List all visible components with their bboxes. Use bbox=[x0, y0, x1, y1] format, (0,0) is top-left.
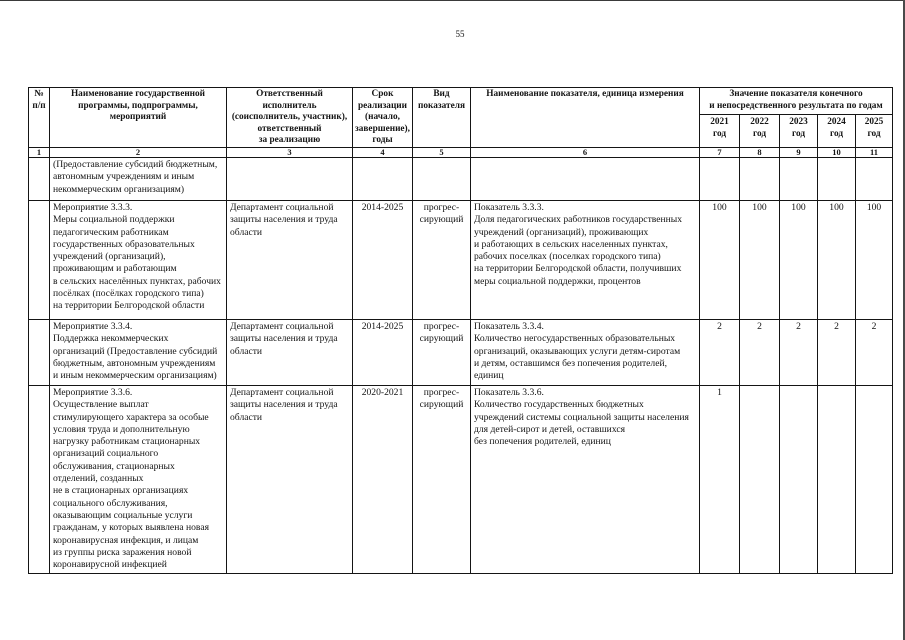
number-cell bbox=[29, 158, 50, 201]
header-number: № п/п bbox=[29, 88, 50, 148]
header-program: Наименование государственной программы, подпрограммы, мероприятий bbox=[50, 88, 227, 148]
value-2025-cell bbox=[856, 386, 893, 574]
value-2022-cell bbox=[740, 158, 780, 201]
program-cell: Мероприятие 3.3.4. Поддержка некоммерческих организаций (Предоставление субсидий бюджетным, автономным учреждениям и иным некоммерческим организациям) bbox=[50, 320, 227, 386]
scan-edge-top bbox=[0, 0, 905, 1]
indicator-type-cell bbox=[413, 158, 471, 201]
value-2024-cell bbox=[818, 386, 856, 574]
indicator-type-cell: прогрес- сирующий bbox=[413, 201, 471, 320]
period-cell: 2020-2021 bbox=[353, 386, 413, 574]
program-cell: Мероприятие 3.3.3. Меры социальной поддержки педагогическим работникам государственных образовательных учреждений (организаций), проживающим и работающим в сельских населённых пунктах, рабочих посёлках (посёлках городского типа) на территории Белгородской области bbox=[50, 201, 227, 320]
period-cell bbox=[353, 158, 413, 201]
program-cell: (Предоставление субсидий бюджетным, автономным учреждениям и иным некоммерческим организациям) bbox=[50, 158, 227, 201]
header-year-2022: 2022 год bbox=[740, 115, 780, 148]
column-number: 9 bbox=[780, 148, 818, 158]
value-2024-cell: 2 bbox=[818, 320, 856, 386]
header-indicator: Наименование показателя, единица измерения bbox=[471, 88, 700, 148]
header-executor: Ответственный исполнитель (соисполнитель, участник), ответственный за реализацию bbox=[227, 88, 353, 148]
program-cell: Мероприятие 3.3.6. Осуществление выплат стимулирующего характера за особые условия труда и дополнительную нагрузку работникам стационарных организаций социального обслуживания, стационарных отделений, созданных не в стационарных организациях социального обслуживания, оказывающим социальные услуги гражданам, у которых выявлена новая коронавирусная инфекция, и лицам из группы риска заражения новой коронавирусной инфекцией bbox=[50, 386, 227, 574]
value-2022-cell: 2 bbox=[740, 320, 780, 386]
column-number: 3 bbox=[227, 148, 353, 158]
column-number: 10 bbox=[818, 148, 856, 158]
period-cell: 2014-2025 bbox=[353, 320, 413, 386]
header-year-2023: 2023 год bbox=[780, 115, 818, 148]
column-number: 1 bbox=[29, 148, 50, 158]
indicator-type-cell: прогрес- сирующий bbox=[413, 320, 471, 386]
value-2023-cell bbox=[780, 386, 818, 574]
header-row bbox=[29, 88, 893, 115]
number-cell bbox=[29, 386, 50, 574]
column-numbers-row bbox=[29, 148, 893, 158]
program-indicators-table bbox=[28, 87, 893, 574]
indicator-cell: Показатель 3.3.4. Количество негосударственных образовательных организаций, оказывающих услуги детям-сиротам и детям, оставшимся без попечения родителей, единиц bbox=[471, 320, 700, 386]
value-2024-cell bbox=[818, 158, 856, 201]
value-2023-cell bbox=[780, 158, 818, 201]
value-2021-cell: 100 bbox=[700, 201, 740, 320]
indicator-cell bbox=[471, 158, 700, 201]
indicator-cell: Показатель 3.3.6. Количество государственных бюджетных учреждений системы социальной защиты населения для детей-сирот и детей, оставшихся без попечения родителей, единиц bbox=[471, 386, 700, 574]
header-year-2025: 2025 год bbox=[856, 115, 893, 148]
table-row bbox=[29, 158, 893, 201]
period-cell: 2014-2025 bbox=[353, 201, 413, 320]
value-2023-cell: 100 bbox=[780, 201, 818, 320]
column-number: 6 bbox=[471, 148, 700, 158]
table-row bbox=[29, 320, 893, 386]
value-2024-cell: 100 bbox=[818, 201, 856, 320]
executor-cell: Департамент социальной защиты населения и труда области bbox=[227, 386, 353, 574]
value-2021-cell bbox=[700, 158, 740, 201]
column-number: 11 bbox=[856, 148, 893, 158]
number-cell bbox=[29, 320, 50, 386]
value-2023-cell: 2 bbox=[780, 320, 818, 386]
page-number: 55 bbox=[455, 29, 465, 39]
column-number: 5 bbox=[413, 148, 471, 158]
column-number: 2 bbox=[50, 148, 227, 158]
column-number: 4 bbox=[353, 148, 413, 158]
column-number: 7 bbox=[700, 148, 740, 158]
executor-cell: Департамент социальной защиты населения и труда области bbox=[227, 320, 353, 386]
column-number: 8 bbox=[740, 148, 780, 158]
value-2025-cell bbox=[856, 158, 893, 201]
indicator-type-cell: прогрес- сирующий bbox=[413, 386, 471, 574]
header-year-2021: 2021 год bbox=[700, 115, 740, 148]
value-2025-cell: 100 bbox=[856, 201, 893, 320]
header-values-by-year: Значение показателя конечного и непосредственного результата по годам bbox=[700, 88, 893, 115]
header-period: Срок реализации (начало, завершение), годы bbox=[353, 88, 413, 148]
executor-cell: Департамент социальной защиты населения и труда области bbox=[227, 201, 353, 320]
table-row bbox=[29, 386, 893, 574]
value-2021-cell: 2 bbox=[700, 320, 740, 386]
table-row bbox=[29, 201, 893, 320]
value-2022-cell: 100 bbox=[740, 201, 780, 320]
number-cell bbox=[29, 201, 50, 320]
value-2021-cell: 1 bbox=[700, 386, 740, 574]
indicator-cell: Показатель 3.3.3. Доля педагогических работников государственных учреждений (организаций), проживающих и работающих в сельских населенных пунктах, рабочих поселках (поселках городского типа) на территории Белгородской области, получивших меры социальной поддержки, процентов bbox=[471, 201, 700, 320]
value-2022-cell bbox=[740, 386, 780, 574]
header-year-2024: 2024 год bbox=[818, 115, 856, 148]
value-2025-cell: 2 bbox=[856, 320, 893, 386]
header-indicator-type: Вид показателя bbox=[413, 88, 471, 148]
executor-cell bbox=[227, 158, 353, 201]
